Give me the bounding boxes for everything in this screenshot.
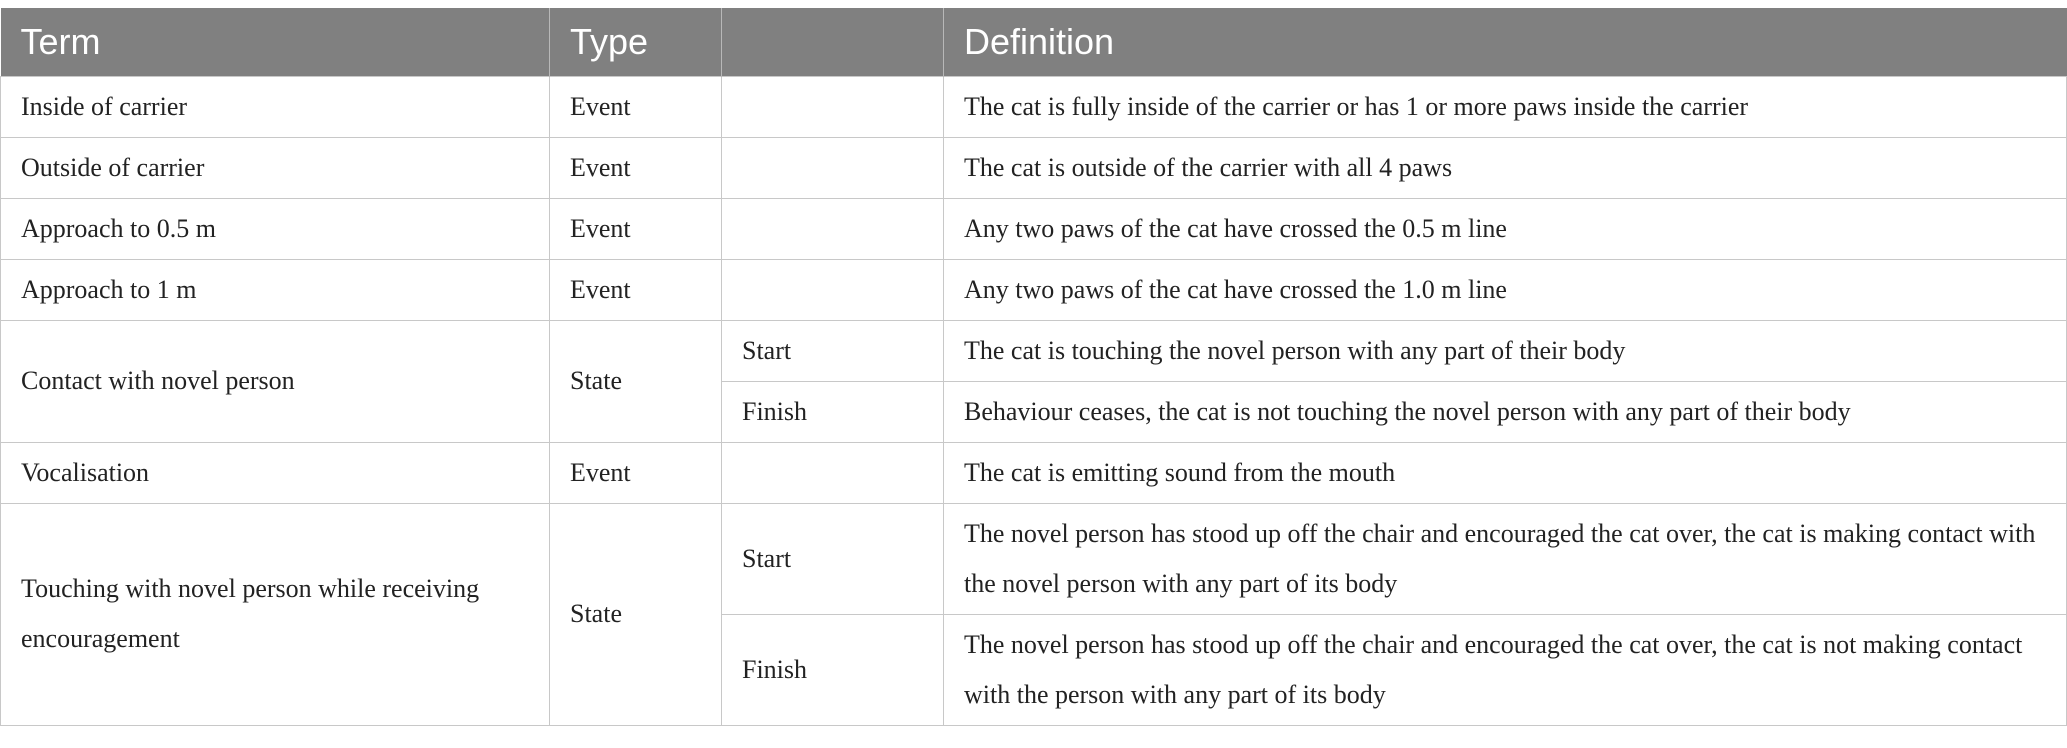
table-body <box>1 76 2067 725</box>
cell-type: Event <box>550 198 722 259</box>
table-row <box>1 137 2067 198</box>
cell-type: Event <box>550 76 722 137</box>
cell-sub <box>722 76 944 137</box>
cell-sub-finish: Finish <box>722 614 944 725</box>
table-header <box>1 8 2067 76</box>
header-sub <box>722 8 944 76</box>
table-row <box>1 320 2067 381</box>
cell-definition: The cat is fully inside of the carrier or has 1 or more paws inside the carrier <box>944 76 2067 137</box>
definitions-table <box>0 8 2067 726</box>
cell-type: Event <box>550 442 722 503</box>
header-term: Term <box>1 8 550 76</box>
cell-definition: Any two paws of the cat have crossed the 0.5 m line <box>944 198 2067 259</box>
cell-sub-finish: Finish <box>722 381 944 442</box>
cell-definition-finish: Behaviour ceases, the cat is not touching the novel person with any part of their body <box>944 381 2067 442</box>
cell-sub <box>722 259 944 320</box>
cell-definition-start: The cat is touching the novel person with any part of their body <box>944 320 2067 381</box>
header-type: Type <box>550 8 722 76</box>
cell-sub-start: Start <box>722 320 944 381</box>
cell-definition: Any two paws of the cat have crossed the 1.0 m line <box>944 259 2067 320</box>
cell-definition-start: The novel person has stood up off the chair and encouraged the cat over, the cat is making contact with the novel person with any part of its body <box>944 503 2067 614</box>
table-row <box>1 76 2067 137</box>
cell-sub-start: Start <box>722 503 944 614</box>
cell-definition-finish: The novel person has stood up off the chair and encouraged the cat over, the cat is not making contact with the person with any part of its body <box>944 614 2067 725</box>
definitions-table-container <box>0 8 2066 726</box>
header-definition: Definition <box>944 8 2067 76</box>
cell-sub <box>722 198 944 259</box>
table-row <box>1 442 2067 503</box>
cell-definition: The cat is emitting sound from the mouth <box>944 442 2067 503</box>
cell-term: Touching with novel person while receiving encouragement <box>1 503 550 725</box>
table-row <box>1 198 2067 259</box>
table-row <box>1 259 2067 320</box>
cell-term: Contact with novel person <box>1 320 550 442</box>
cell-term: Approach to 1 m <box>1 259 550 320</box>
cell-term: Approach to 0.5 m <box>1 198 550 259</box>
cell-type: Event <box>550 137 722 198</box>
cell-type: State <box>550 503 722 725</box>
cell-type: Event <box>550 259 722 320</box>
table-row <box>1 503 2067 614</box>
header-row <box>1 8 2067 76</box>
cell-term: Outside of carrier <box>1 137 550 198</box>
cell-term: Inside of carrier <box>1 76 550 137</box>
cell-type: State <box>550 320 722 442</box>
cell-definition: The cat is outside of the carrier with all 4 paws <box>944 137 2067 198</box>
cell-sub <box>722 137 944 198</box>
cell-sub <box>722 442 944 503</box>
cell-term: Vocalisation <box>1 442 550 503</box>
